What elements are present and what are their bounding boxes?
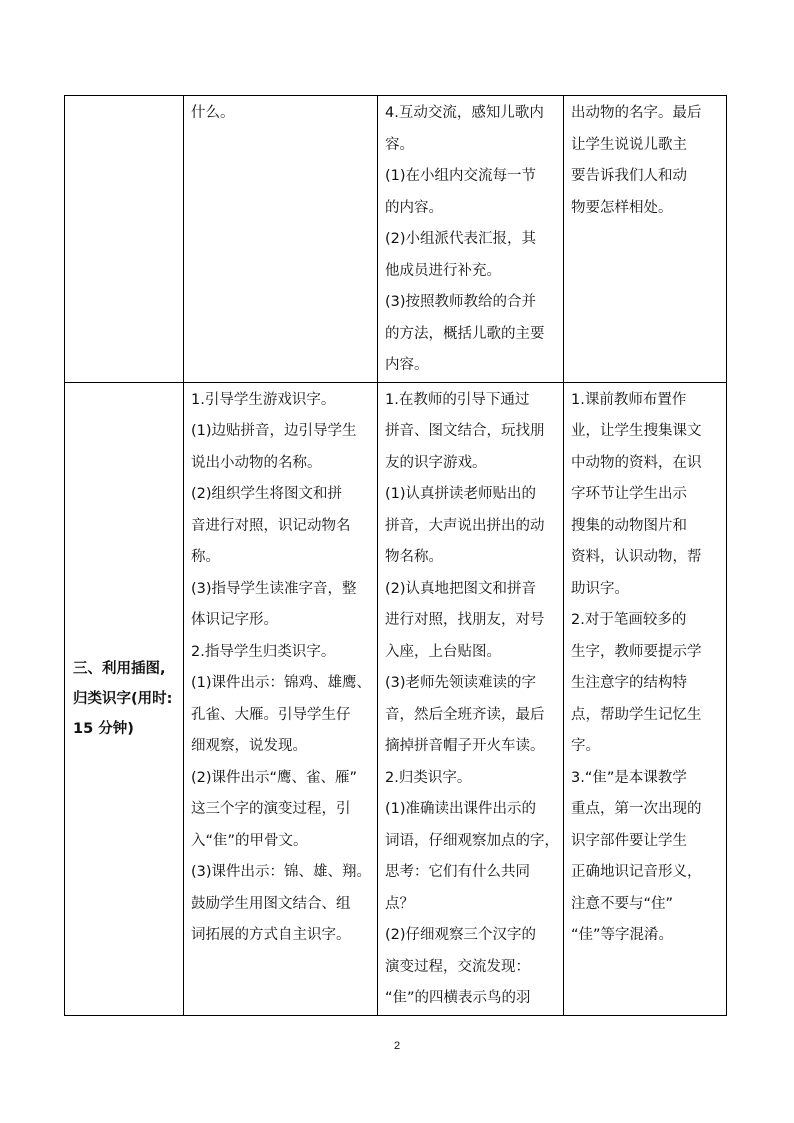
cell-text-line: 什么。 [191,105,235,121]
cell-text-line: 中动物的资料，在识 [571,454,702,471]
cell-text-line: 出动物的名字。最后 [571,105,702,121]
cell-text-line: 入“隹”的甲骨文。 [191,832,308,849]
table-row-stage-three [65,382,727,1015]
cell-text-line: 音进行对照，识记动物名 [191,517,351,534]
cell-text-line: 2.对于笔画较多的 [571,612,687,628]
cell-text-line: (2)小组派代表汇报，其 [385,231,537,247]
cell-text-line: 音，然后全班齐读，最后 [385,706,545,723]
cell-text-line: 注意不要与“住” [571,895,674,912]
cell-text-line: 要告诉我们人和动 [571,168,687,184]
cell-text-line: 拼音、图文结合，玩找朋 [385,423,545,439]
cell-text-line: 的内容。 [385,199,443,216]
cell-text-line: 词拓展的方式自主识字。 [191,927,351,943]
cell-text-line: 进行对照，找朋友，对号 [385,612,545,628]
cell-text-line: (1)边贴拼音，边引导学生 [191,423,357,439]
cell-text-line: 助识字。 [571,580,629,597]
cell-text-line: (2)组织学生将图文和拼 [191,486,343,502]
cell-text-line: (3)指导学生读准字音，整 [191,580,357,597]
cell-text-line: 物要怎样相处。 [571,199,673,216]
cell-text-line: 他成员进行补充。 [385,262,501,279]
cell-text-line: 4.互动交流，感知儿歌内 [385,105,544,121]
teacher-activity-cell [184,96,378,383]
cell-text-line: 3.“隹”是本课教学 [571,769,687,786]
cell-text-line: 字。 [571,738,600,754]
cell-text-line: 称。 [191,549,220,565]
cell-text-line: 拼音，大声说出拼出的动 [385,517,545,534]
cell-text-line: 资料，认识动物，帮 [571,549,702,565]
design-intent-cell [564,96,727,383]
cell-text-line: (1)认真拼读老师贴出的 [385,486,537,502]
cell-text-line: 识字部件要让学生 [571,832,687,849]
cell-text-line: 三、利用插图, [73,660,166,677]
cell-text-line: (3)按照教师教给的合并 [385,294,537,310]
cell-text-line: 1.在教师的引导下通过 [385,391,530,408]
lesson-plan-table [64,95,727,1016]
cell-text-line: 说出小动物的名称。 [191,454,322,471]
cell-text-line: 物名称。 [385,549,443,565]
cell-text-line: 体识记字形。 [191,612,278,628]
cell-text-line: 细观察，说发现。 [191,738,307,754]
cell-text-line: 摘掉拼音帽子开火车读。 [385,738,545,754]
design-intent-cell [564,382,727,1015]
cell-text-line: 15 分钟) [73,720,134,737]
student-activity-cell [378,96,564,383]
cell-text-line: “隹”的四横表示鸟的羽 [385,990,531,1006]
cell-text-line: 鼓励学生用图文结合、组 [191,895,351,912]
cell-text-line: 友的识字游戏。 [385,454,487,471]
cell-text-line: 点，帮助学生记忆生 [571,706,702,723]
cell-text-line: 生字，教师要提示学 [571,643,702,660]
student-activity-cell [378,382,564,1015]
cell-text-line: 孔雀、大雁。引导学生仔 [191,706,351,723]
cell-text-line: 容。 [385,136,414,153]
cell-text-line: 1.课前教师布置作 [571,391,687,408]
cell-text-line: 点？ [385,895,414,912]
cell-text-line: 重点，第一次出现的 [571,801,702,817]
cell-text-line: 入座，上台贴图。 [385,643,501,660]
cell-text-line: (1)课件出示：锦鸡、雄鹰、 [191,675,372,691]
cell-text-line: (3)老师先领读难读的字 [385,675,537,691]
table-row-continued [65,96,727,383]
cell-text-line: 搜集的动物图片和 [571,517,687,534]
cell-text-line: 1.引导学生游戏识字。 [191,391,336,408]
cell-text-line: 的方法，概括儿歌的主要 [385,325,545,342]
cell-text-line: (1)准确读出课件出示的 [385,801,537,817]
cell-text-line: 这三个字的演变过程，引 [191,801,351,817]
cell-text-line: 词语，仔细观察加点的字， [385,832,559,849]
stage-cell [65,382,184,1015]
cell-text-line: 业，让学生搜集课文 [571,423,702,439]
cell-text-line: 归类识字(用时: [73,690,173,707]
teacher-activity-cell [184,382,378,1015]
cell-text-line: (2)仔细观察三个汉字的 [385,927,537,943]
cell-text-line: “佳”等字混淆。 [571,927,674,943]
cell-text-line: 让学生说说儿歌主 [571,136,687,153]
cell-text-line: 内容。 [385,357,429,373]
cell-text-line: 2.指导学生归类识字。 [191,643,336,660]
cell-text-line: (2)课件出示“鹰、雀、雁” [191,769,358,786]
cell-text-line: 正确地识记音形义， [571,864,702,880]
cell-text-line: 生注意字的结构特 [571,675,687,691]
stage-cell [65,96,184,383]
cell-text-line: 2.归类识字。 [385,769,472,786]
cell-text-line: 字环节让学生出示 [571,486,687,502]
cell-text-line: 思考：它们有什么共同 [385,864,530,880]
page-number: 2 [393,1040,401,1052]
cell-text-line: (2)认真地把图文和拼音 [385,580,537,597]
cell-text-line: (1)在小组内交流每一节 [385,168,537,184]
cell-text-line: 演变过程，交流发现： [385,958,530,975]
cell-text-line: (3)课件出示：锦、雄、翔。 [191,864,372,880]
